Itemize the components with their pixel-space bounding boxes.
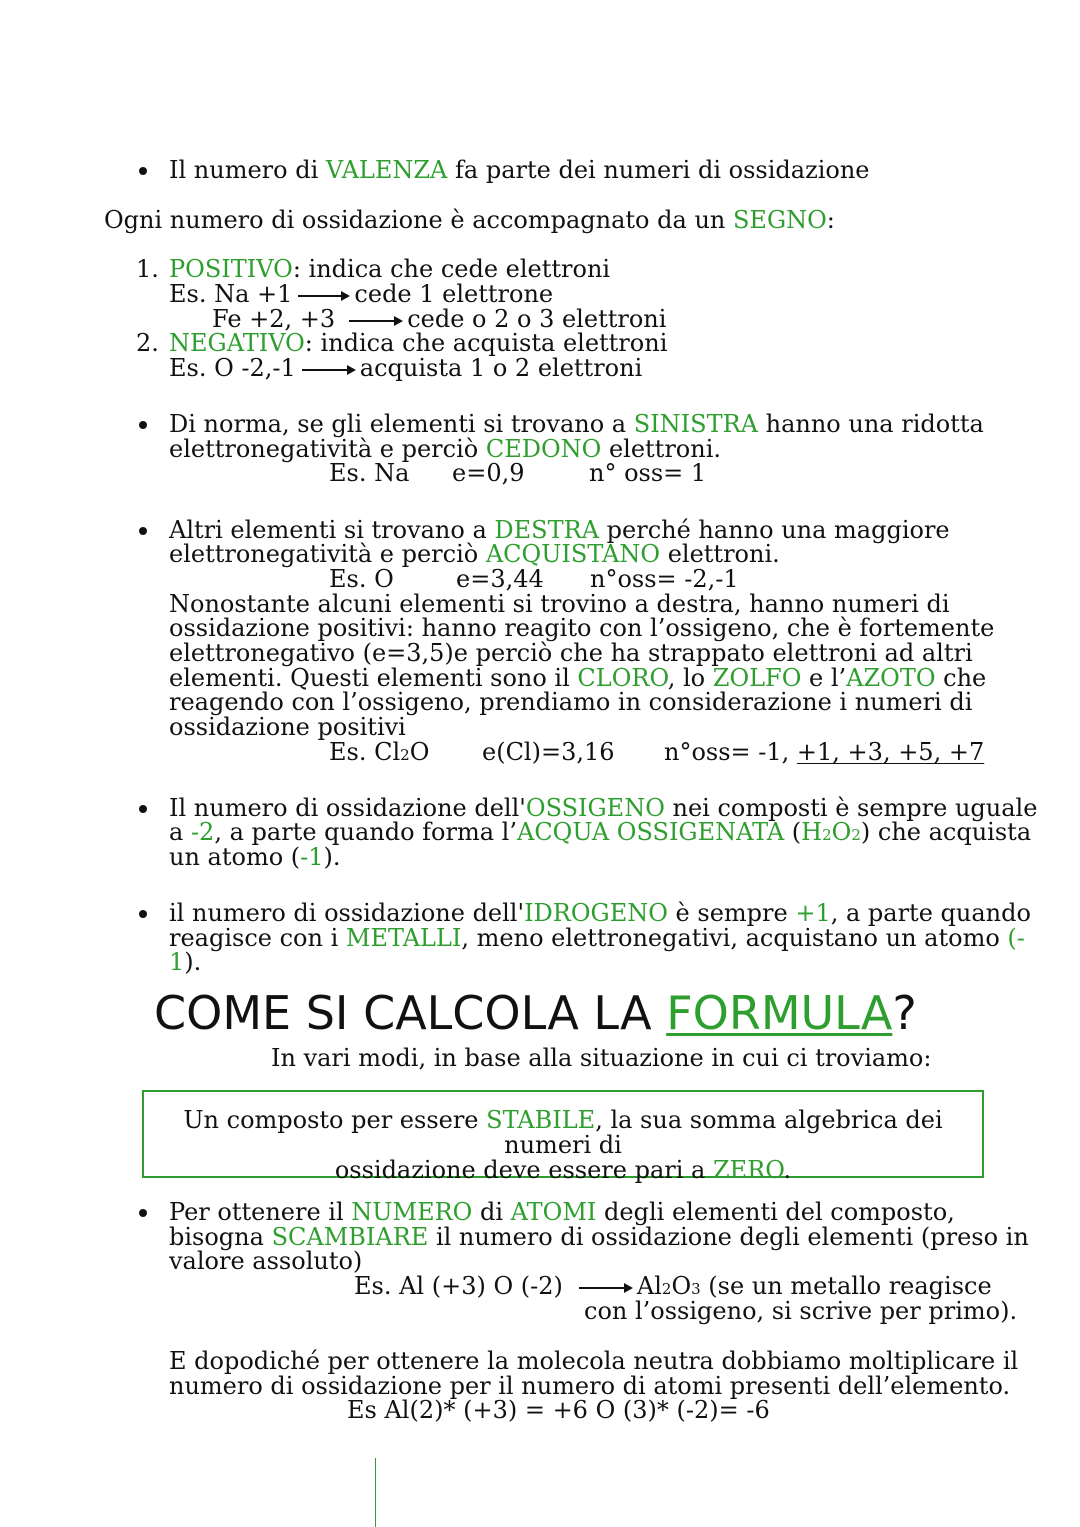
sinistra-line-1: Di norma, se gli elementi si trovano a SINISTRA hanno una ridotta — [169, 410, 984, 438]
destra-line-2: elettronegatività e perciò ACQUISTANO elettroni. — [169, 540, 780, 568]
cl2o-example-e: e(Cl)=3,16 — [482, 738, 615, 766]
arrow-icon — [579, 1287, 631, 1289]
al2o3-example: Es. Al (+3) O (-2) Al2O3 (se un metallo reagisce — [354, 1272, 992, 1300]
al2o3-example-line-2: con l’ossigeno, si scrive per primo). — [584, 1297, 1018, 1325]
atomi-line-1: Per ottenere il NUMERO di ATOMI degli elementi del composto, — [169, 1198, 955, 1226]
arrow-icon — [302, 369, 354, 371]
idrogeno-line-2: reagisce con i METALLI, meno elettronegativi, acquistano un atomo (- — [169, 924, 1025, 952]
destra-paragraph-5: reagendo con l’ossigeno, prendiamo in considerazione i numeri di — [169, 688, 973, 716]
bullet-dot — [139, 421, 147, 429]
valenza-line: Il numero di VALENZA fa parte dei numeri di ossidazione — [169, 156, 870, 184]
list-num-1: 1. — [136, 255, 159, 283]
destra-line-1: Altri elementi si trovano a DESTRA perché hanno una maggiore — [169, 516, 950, 544]
bullet-dot — [139, 167, 147, 175]
sinistra-line-2: elettronegatività e perciò CEDONO elettroni. — [169, 435, 721, 463]
divider-line — [375, 1458, 376, 1527]
destra-paragraph-4: elementi. Questi elementi sono il CLORO, lo ZOLFO e l’AZOTO che — [169, 664, 987, 692]
cl2o-example-es: Es. Cl2O — [329, 738, 430, 766]
section-heading: COME SI CALCOLA LA FORMULA? — [154, 986, 917, 1040]
bullet-dot — [139, 805, 147, 813]
bullet-dot — [139, 527, 147, 535]
arrow-icon — [298, 295, 348, 297]
negativo-line: NEGATIVO: indica che acquista elettroni — [169, 329, 668, 357]
destra-paragraph-3: elettronegativo (e=3,5)e perciò che ha strappato elettroni ad altri — [169, 639, 973, 667]
idrogeno-line-3: 1). — [169, 948, 202, 976]
positivo-example-2: Fe +2, +3 cede o 2 o 3 elettroni — [212, 305, 667, 333]
ossigeno-line-2: a -2, a parte quando forma l’ACQUA OSSIGENATA (H2O2) che acquista — [169, 818, 1032, 846]
destra-paragraph-6: ossidazione positivi — [169, 713, 406, 741]
positivo-line: POSITIVO: indica che cede elettroni — [169, 255, 611, 283]
sinistra-example-es: Es. Na — [329, 459, 410, 487]
sinistra-example-noss: n° oss= 1 — [589, 459, 707, 487]
list-num-2: 2. — [136, 329, 159, 357]
destra-paragraph-1: Nonostante alcuni elementi si trovino a destra, hanno numeri di — [169, 590, 950, 618]
rule-line-2: ossidazione deve essere pari a ZERO. — [334, 1156, 792, 1184]
ossigeno-line-1: Il numero di ossidazione dell'OSSIGENO nei composti è sempre uguale — [169, 794, 1038, 822]
atomi-line-3: valore assoluto) — [169, 1247, 363, 1275]
rule-box — [142, 1090, 984, 1184]
positivo-example-1: Es. Na +1 cede 1 elettrone — [169, 280, 554, 308]
destra-paragraph-2: ossidazione positivi: hanno reagito con l’ossigeno, che è fortemente — [169, 614, 995, 642]
arrow-icon — [349, 320, 401, 322]
rule-line-1: Un composto per essere STABILE, la sua somma algebrica dei numeri di — [183, 1106, 943, 1159]
destra-example-noss: n°oss= -2,-1 — [590, 565, 739, 593]
negativo-example: Es. O -2,-1 acquista 1 o 2 elettroni — [169, 354, 643, 382]
final-example: Es Al(2)* (+3) = +6 O (3)* (-2)= -6 — [347, 1396, 770, 1424]
cl2o-example-noss: n°oss= -1, +1, +3, +5, +7 — [664, 738, 985, 766]
segno-intro: Ogni numero di ossidazione è accompagnato da un SEGNO: — [104, 206, 835, 234]
section-subheading: In vari modi, in base alla situazione in cui ci troviamo: — [271, 1044, 932, 1072]
destra-example-es: Es. O — [329, 565, 394, 593]
atomi-line-2: bisogna SCAMBIARE il numero di ossidazione degli elementi (preso in — [169, 1223, 1029, 1251]
final-line-1: E dopodiché per ottenere la molecola neutra dobbiamo moltiplicare il — [169, 1347, 1019, 1375]
idrogeno-line-1: il numero di ossidazione dell'IDROGENO è sempre +1, a parte quando — [169, 899, 1031, 927]
destra-example-e: e=3,44 — [456, 565, 544, 593]
ossigeno-line-3: un atomo (-1). — [169, 843, 341, 871]
bullet-dot — [139, 1209, 147, 1217]
sinistra-example-e: e=0,9 — [452, 459, 525, 487]
bullet-dot — [139, 910, 147, 918]
final-line-2: numero di ossidazione per il numero di atomi presenti dell’elemento. — [169, 1372, 1011, 1400]
